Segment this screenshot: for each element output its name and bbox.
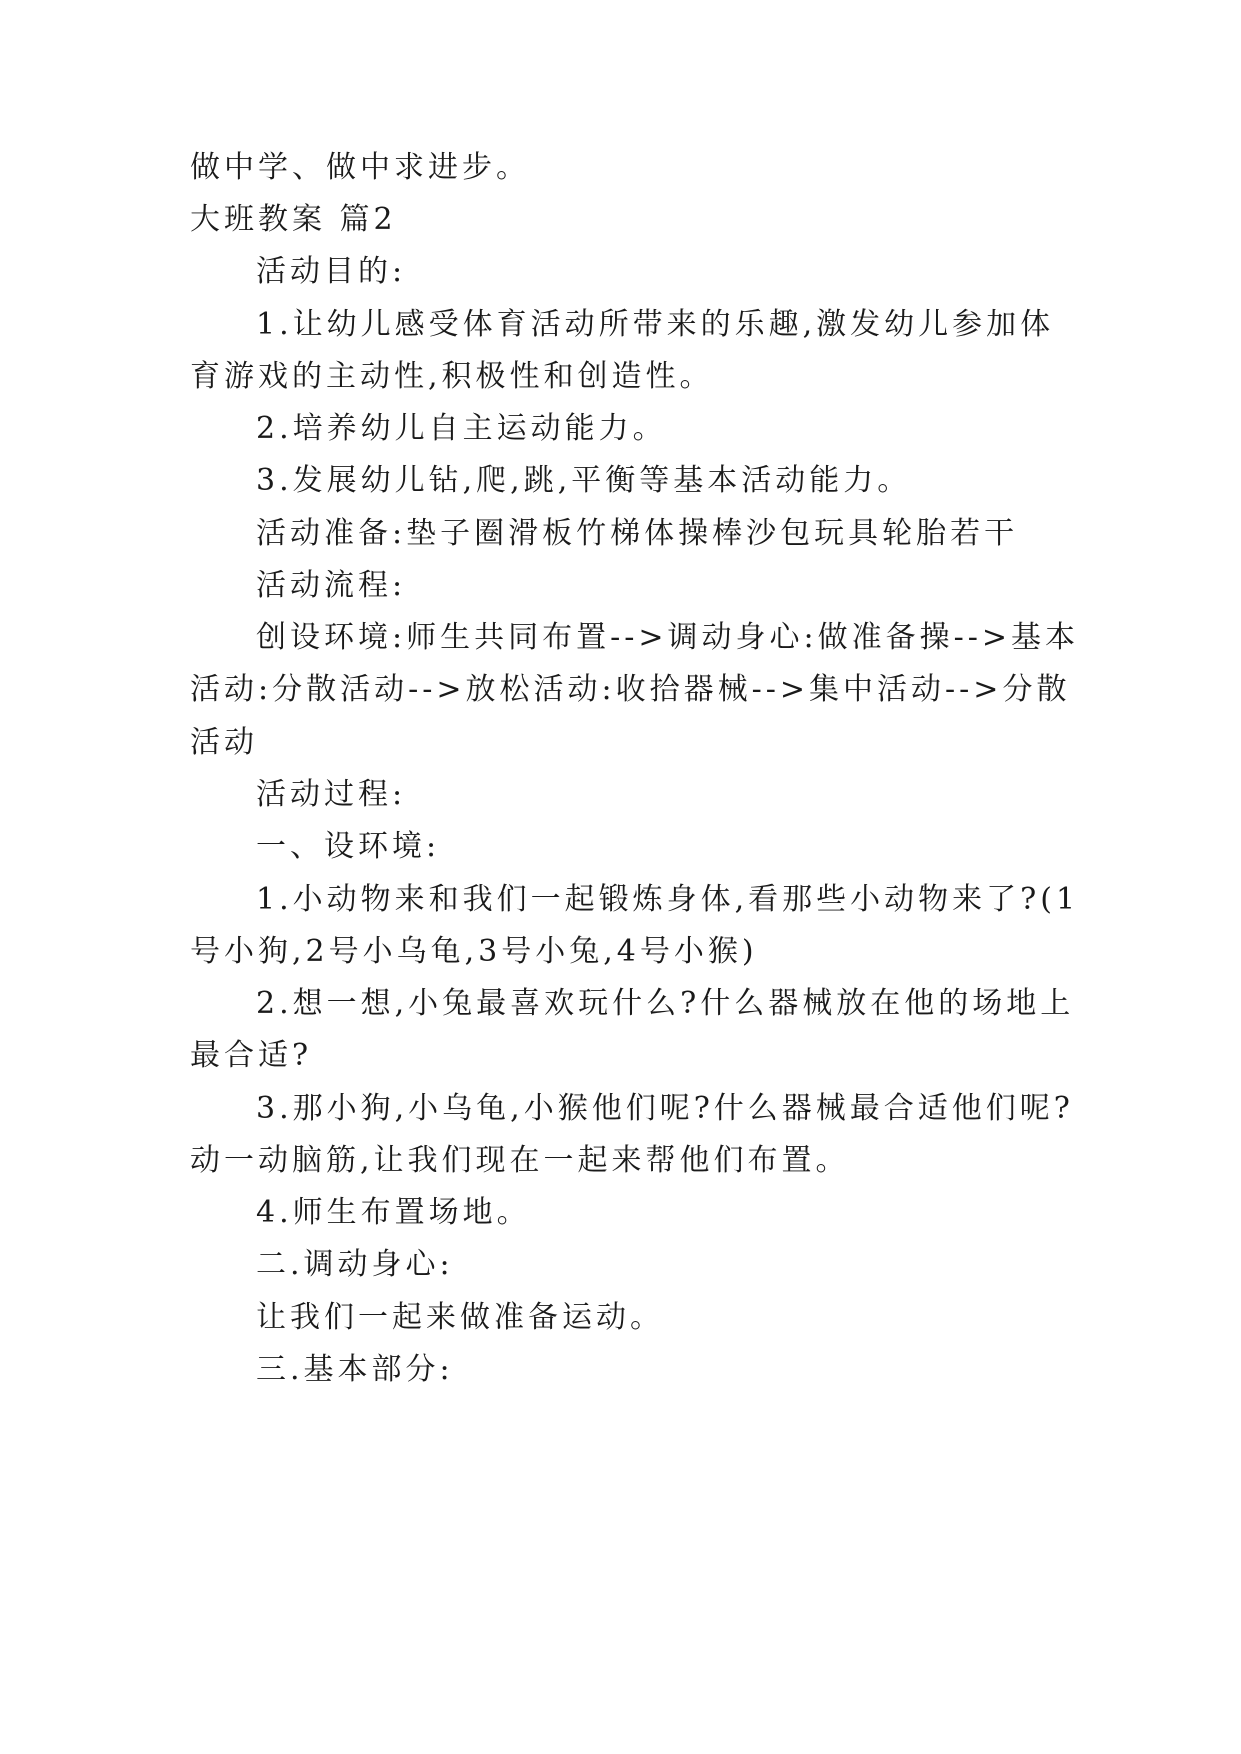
text-line: 号小狗,2号小乌龟,3号小兔,4号小猴): [190, 934, 758, 969]
text-line: 创设环境:师生共同布置-->调动身心:做准备操-->基本: [256, 620, 1080, 655]
text-line: 做中学、做中求进步。: [190, 150, 530, 185]
text-line: 2.想一想,小兔最喜欢玩什么?什么器械放在他的场地上: [256, 986, 1075, 1021]
text-line: 4.师生布置场地。: [256, 1195, 531, 1230]
text-line: 活动过程:: [256, 777, 407, 812]
text-line: 活动: [190, 725, 258, 760]
text-line: 让我们一起来做准备运动。: [256, 1300, 664, 1335]
text-line: 1.让幼儿感受体育活动所带来的乐趣,激发幼儿参加体: [256, 307, 1055, 342]
section-heading: 大班教案 篇2: [190, 202, 397, 237]
text-line: 活动:分散活动-->放松活动:收拾器械-->集中活动-->分散: [190, 672, 1071, 707]
text-line: 育游戏的主动性,积极性和创造性。: [190, 359, 714, 394]
text-line: 3.发展幼儿钻,爬,跳,平衡等基本活动能力。: [256, 463, 912, 498]
text-line: 1.小动物来和我们一起锻炼身体,看那些小动物来了?(1: [256, 882, 1080, 917]
text-line: 2.培养幼儿自主运动能力。: [256, 411, 667, 446]
text-line: 动一动脑筋,让我们现在一起来帮他们布置。: [190, 1143, 850, 1178]
text-line: 三.基本部分:: [256, 1352, 454, 1387]
text-line: 活动流程:: [256, 568, 407, 603]
text-line: 最合适?: [190, 1038, 313, 1073]
text-line: 一、设环境:: [256, 829, 441, 864]
text-line: 3.那小狗,小乌龟,小猴他们呢?什么器械最合适他们呢?: [256, 1091, 1074, 1126]
text-line: 二.调动身心:: [256, 1247, 454, 1282]
text-line: 活动目的:: [256, 254, 407, 289]
text-line: 活动准备:垫子圈滑板竹梯体操棒沙包玩具轮胎若干: [256, 516, 1019, 551]
